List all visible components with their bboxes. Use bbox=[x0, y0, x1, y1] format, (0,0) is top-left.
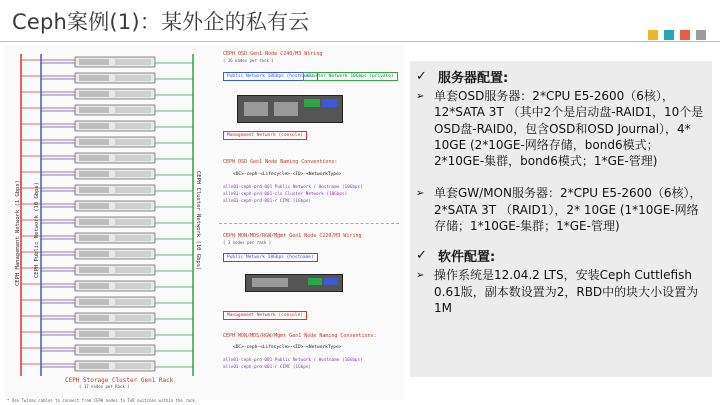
gw-server-image bbox=[245, 274, 343, 292]
rack-node bbox=[21, 57, 193, 67]
gw-naming-title: CEPH MON/MDS/RGW/Mgmt Gen1 Node Naming Conventions: bbox=[223, 333, 377, 339]
diagram-footnote: * Use Twinax cables to connect from CEPH nodes to ToR switches within the rack. bbox=[7, 398, 198, 403]
deco-square-2 bbox=[664, 30, 674, 40]
osd-example-3: alln01-ceph-prd-001-r CIMC (1Gbps) bbox=[223, 199, 311, 204]
rack-node bbox=[21, 201, 193, 211]
osd-example-1: alln01-ceph-prd-001 Public Network / Hostname (10Gbps) bbox=[223, 185, 363, 190]
arrow-bullet-icon: ➢ bbox=[416, 270, 425, 282]
gw-mgmt-box: Management Network (console) bbox=[223, 311, 307, 320]
software-bullet bbox=[416, 267, 708, 316]
rack-node bbox=[21, 329, 193, 339]
deco-square-1 bbox=[648, 30, 658, 40]
rack-subtitle: ( 17 nodes per Rack ) bbox=[79, 384, 130, 389]
rack-node bbox=[21, 281, 193, 291]
rack-node bbox=[21, 361, 193, 371]
rack-node bbox=[21, 217, 193, 227]
check-icon: ✓ bbox=[416, 69, 427, 84]
rack-node bbox=[21, 137, 193, 147]
server-config-label: 服务器配置: bbox=[438, 71, 509, 86]
deco-square-4 bbox=[696, 30, 706, 40]
server-config-heading bbox=[416, 67, 708, 86]
rack-node bbox=[21, 345, 193, 355]
gw-example-1: alln01-ceph-prd-001 Public Network / Hostname (10Gbps) bbox=[223, 358, 363, 363]
osd-cluster-box: Cluster Network 10Gbps (private) bbox=[303, 72, 398, 81]
osd-server-bullet bbox=[416, 88, 708, 169]
osd-public-box: Public Network 10Gbps (hostname) bbox=[223, 72, 318, 81]
gw-server-text: 单套GW/MON服务器：2*CPU E5-2600（6核），2*SATA 3T （RAID1），2* 10GE (1*10GE-网络存储；1*10GE-集群；1*GE-管理) bbox=[434, 186, 702, 234]
config-panel bbox=[410, 61, 712, 377]
osd-mgmt-box: Management Network (console) bbox=[223, 131, 307, 140]
osd-server-image bbox=[237, 95, 343, 123]
gw-naming-pattern: <DC>-ceph-<Lifecycle>-<ID>-<NetworkType> bbox=[233, 345, 342, 350]
gw-server-bullet bbox=[416, 185, 708, 234]
software-config-heading bbox=[416, 246, 708, 265]
check-icon: ✓ bbox=[416, 248, 427, 264]
gw-wiring-subtitle: ( 3 nodes per rack ) bbox=[223, 240, 272, 245]
rack-node bbox=[21, 169, 193, 179]
title-separator bbox=[0, 41, 720, 42]
arrow-bullet-icon: ➢ bbox=[416, 91, 425, 102]
rack-node bbox=[21, 89, 193, 99]
software-config-label: 软件配置: bbox=[438, 250, 496, 266]
rack-title: CEPH Storage Cluster Gen1 Rack bbox=[65, 377, 174, 384]
gw-public-box: Public Network 10Gbps (hostname) bbox=[223, 253, 318, 262]
rack-node bbox=[21, 121, 193, 131]
gw-wiring-title: CEPH MON/MDS/RGW/Mgmt Gen1 Node C220/M3 Wiring bbox=[223, 233, 362, 239]
rack-node bbox=[21, 185, 193, 195]
public-network-label: CEPH Public Network (10 Gbps) bbox=[34, 181, 40, 278]
software-text: 操作系统是12.04.2 LTS，安装Ceph Cuttlefish 0.61版，副本数设置为2，RBD中的块大小设置为1M bbox=[434, 268, 699, 315]
osd-wiring-title: CEPH OSD Gen1 Node C240/M3 Wiring bbox=[223, 51, 323, 57]
osd-naming-pattern: <DC>-ceph-<Lifecycle>-<ID>-<NetworkType> bbox=[233, 172, 342, 177]
rack-node bbox=[21, 265, 193, 275]
osd-example-2: alln01-ceph-prd-001-clu Cluster Network (10Gbps) bbox=[223, 192, 348, 197]
rack-node bbox=[21, 233, 193, 243]
mgmt-network-label: CEPH Management Network (1 Gbps) bbox=[15, 180, 21, 286]
osd-wiring-subtitle: ( 16 nodes per rack ) bbox=[223, 58, 274, 63]
deco-square-3 bbox=[680, 30, 690, 40]
slide-title: Ceph案例(1)：某外企的私有云 bbox=[12, 10, 310, 34]
section-divider bbox=[219, 223, 399, 224]
rack-node bbox=[21, 297, 193, 307]
arrow-bullet-icon: ➢ bbox=[416, 188, 425, 200]
rack-node bbox=[21, 313, 193, 323]
cluster-network-label: CEPH Cluster Network (10 Gbps) bbox=[195, 171, 201, 271]
osd-naming-title: CEPH OSD Gen1 Node Naming Conventions: bbox=[223, 159, 338, 165]
rack-node bbox=[21, 249, 193, 259]
gw-example-2: alln01-ceph-prd-001-r CIMC (1Gbps) bbox=[223, 365, 311, 370]
rack-node bbox=[21, 153, 193, 163]
rack-node bbox=[21, 105, 193, 115]
osd-server-text: 单套OSD服务器：2*CPU E5-2600（6核），12*SATA 3T （其中2个是启动盘-RAID1，10个是OSD盘-RAID0，包含OSD和OSD Journal），4* 10GE (2*10GE-网络存储，bond6模式；2*10GE-集群，bond6模式；1*GE-管理) bbox=[434, 89, 704, 169]
rack-node bbox=[21, 73, 193, 83]
rack-wiring-diagram bbox=[5, 46, 405, 400]
